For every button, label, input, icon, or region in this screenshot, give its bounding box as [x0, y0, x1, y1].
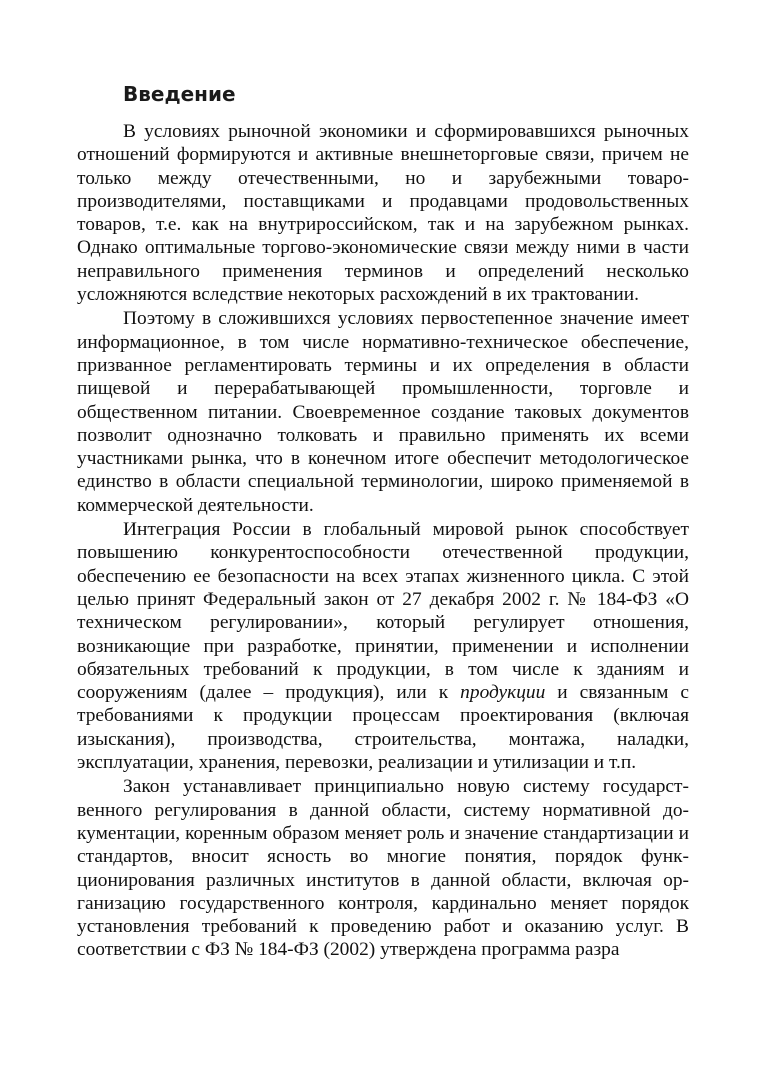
paragraph-3-text-end: и связанным с требованиями к продукции процессам проектирования (включая изыскания), производства, строительства, монтажа, наладки, эксплуатации, хранения, перевозки, реализации и утилизации и т.п.	[77, 682, 689, 774]
body-text	[77, 120, 689, 962]
paragraph-4: Закон устанавливает принципиально новую систему государственного регулирования в данной области, систему нормативной документации, коренным образом меняет роль и значение стандартизации и стандартов, вносит ясность во многие понятия, порядок функционирования различных институтов в данной области, включая организацию государственного контроля, кардинально меняет порядок установления требований к проведению работ и оказанию услуг. В соответствии с ФЗ № 184-ФЗ (2002) утверждена программа разра	[77, 776, 689, 961]
paragraph-1: В условиях рыночной экономики и сформировавшихся рыночных отношений формируются и активные внешнеторговые связи, причем не только между отечественными, но и зарубежными товаропроизводителями, поставщиками и продавцами продовольственных товаров, т.е. как на внутрироссийском, так и на зарубежном рынках. Однако оптимальные торгово-экономические связи между ними в части неправильного применения терминов и определений несколько усложняются вследствие некоторых расхождений в их трактовании.	[77, 121, 689, 306]
section-heading: Введение	[123, 82, 236, 106]
paragraph-3	[77, 518, 689, 774]
paragraph-3-italic-term: продукции	[460, 682, 546, 704]
paragraph-3-text-start: Интеграция России в глобальный мировой рынок способствует повышению конкурентоспособности отечественной продукции, обеспечению ее безопасности на всех этапах жизненного цикла. С этой целью принят Федеральный закон от 27 декабря 2002 г. № 184-ФЗ «О техническом регулировании», который регулирует отношения, возникающие при разработке, принятии, применении и исполнении обязательных требований к продукции, в том числе к зданиям и сооружениям (далее – продукция), или к	[77, 519, 689, 704]
paragraph-2: Поэтому в сложившихся условиях первостепенное значение имеет информационное, в том числе нормативно-техническое обеспечение, призванное регламентировать термины и их определения в области пищевой и перерабатывающей промышленности, торговле и общественном питании. Своевременное создание таковых документов позволит однозначно толковать и правильно применять их всеми участниками рынка, что в конечном итоге обеспечит методологическое единство в области специальной терминологии, широко применяемой в коммерческой деятельности.	[77, 308, 689, 516]
